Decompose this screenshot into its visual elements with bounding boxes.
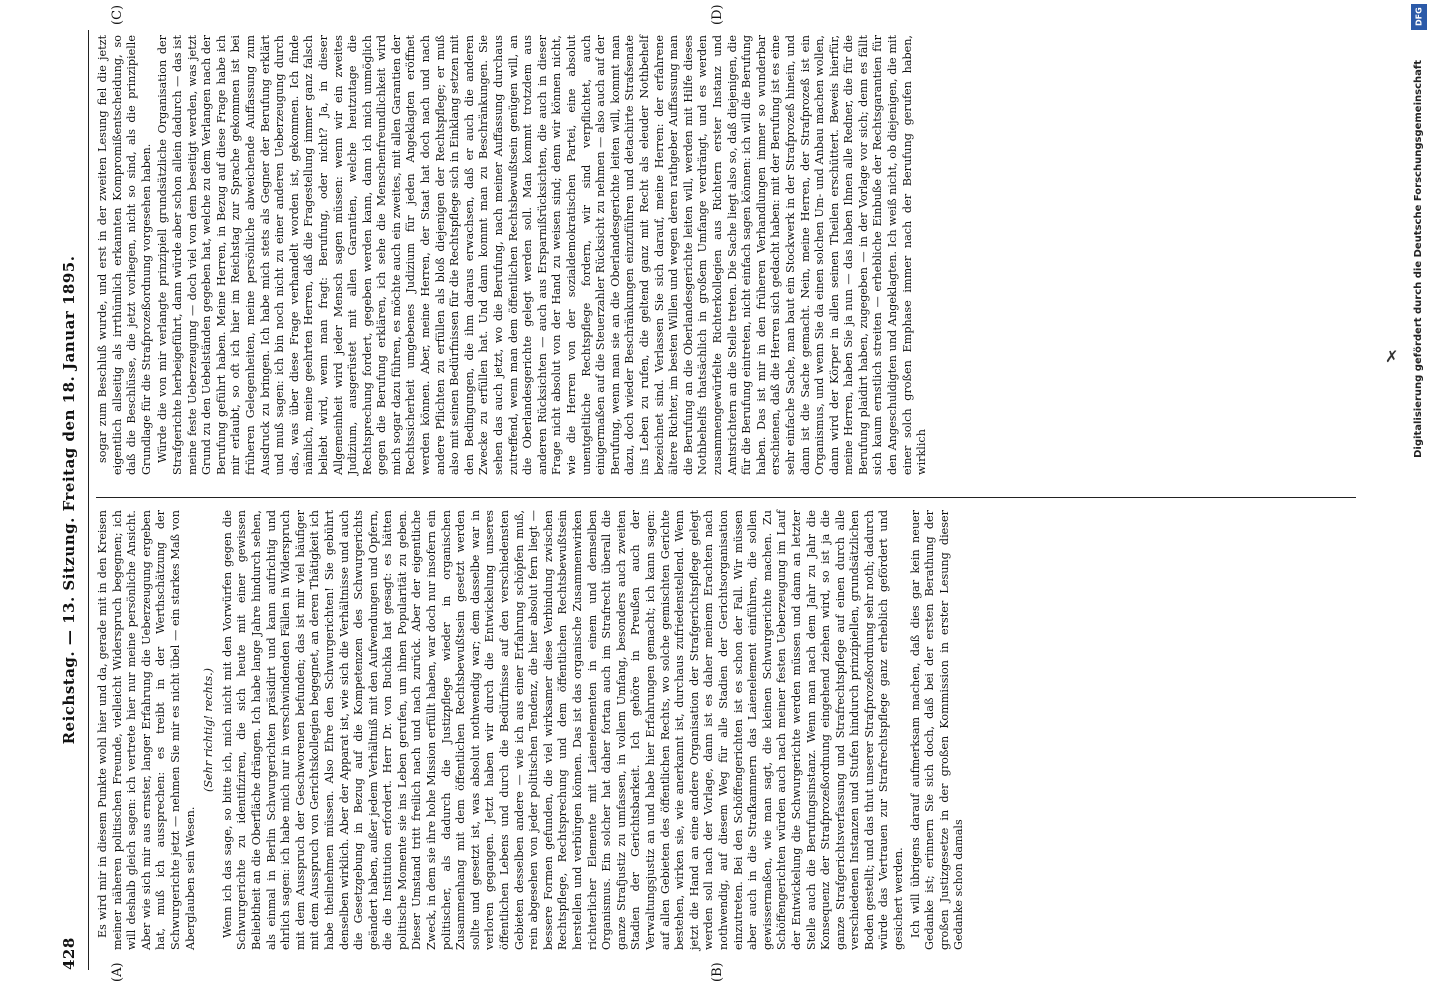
right-paragraph-2: Würde die von mir verlangte prinzipiell grundsätzliche Organisation der Strafgerichte herbeigeführt, dann würde aber schon allein dadurch — das ist meine feste Ueberzeugung — doch viel von dem beseitigt werden, was jetzt Grund zu den Uebelständen gegeben hat, welche zu dem Verlangen nach der Berufung geführt haben. Meine Herren, in Bezug auf diese Frage habe ich mir erlaubt, so oft ich hier im Reichstag zur Sprache gekommen ist bei früheren Gelegenheiten, meine persönliche abweichende Auffassung zum Ausdruck zu bringen. Ich habe mich stets als Gegner der Berufung erklärt und muß sagen: ich bin noch nicht zu einer anderen Ueberzeugung durch das, was über diese Frage verhandelt worden ist, gekommen. Ich finde nämlich, meine geehrten Herren, daß die Fragestellung immer ganz falsch beliebt wird, wenn man fragt: Berufung, oder nicht? Ja, in dieser Allgemeinheit wird jeder Mensch sagen müssen: wenn wir ein zweites Judizium, ausgerüstet mit allen Garantien, welche heutzutage die Rechtsprechung fordert, gegeben werden kann, dann ich mich unmöglich gegen die Berufung erklären, ich sehe die Menschenfreundlichkeit wird mich sogar dazu führen, es möchte auch ein zweites, mit allen Garantien der Rechtssicherheit umgebenes Judizium für jeden Angeklagten eröffnet werden können. Aber, meine Herren, der Staat hat doch nach und nach andere Pflichten zu erfüllen als bloß diejenigen der Rechtspflege; er muß also mit seinen Bedürfnissen für die Rechtspflege sich in Einklang setzen mit den Bedingungen, die ihm daraus erwachsen, daß er auch die anderen Zwecke zu erfüllen hat. Und dann kommt man zu Beschränkungen. Sie sehen das auch jetzt, wo die Berufung, nach meiner Auffassung durchaus zutreffend, wenn man dem öffentlichen Rechtsbewußtsein genügen will, an die Oberlandesgerichte gelegt werden soll. Man kommt trotzdem aus anderen Rücksichten — auch aus Ersparnißrücksichten, die auch in dieser Frage nicht absolut von der Hand zu weisen sind; denn wir können nicht, wie die Herren von der sozialdemokratischen Partei, eine absolut unentgeltliche Rechtspflege fordern, wir sind verpflichtet, auch einigermaßen auf die Steuerzahler Rücksicht zu nehmen — also auch auf der Berufung, wenn man sie an die Oberlandesgerichte leiten will, kommt man dazu, doch wieder Beschränkungen einzuführen und detachirte Strafsenate ins Leben zu rufen, die geltend ganz mit Recht als eleuder Nothbehelf bezeichnet sind. Verlassen Sie sich darauf, meine Herren: der erfahrene ältere Richter, im besten Willen und wegen deren rathgeber Auffassung man die Berufung an die Oberlandesgerichte leiten will, werden mit Hilfe dieses Nothbehelfs thatsächlich in großem Umfange verdrängt, und es werden zusammengewürfelte Richterkollegien aus Richtern erster Instanz und Amtsrichtern an die Stelle treten. Die Sache liegt also so, daß diejenigen, die für die Berufung eintreten, nicht einfach sagen können: ich will die Berufung haben. Das ist mir in den früheren Verhandlungen immer so wunderbar erschienen, daß die Herren sich gedacht haben: mit der Berufung ist es eine sehr einfache Sache, man baut ein Stockwerk in der Strafprozeß hinein, und dann ist die Sache gemacht. Nein, meine Herren, der Strafprozeß ist ein Organismus, und wenn Sie da einen solchen Um- und Anbau machen wollen, dann wird der Körper in allen seinen Theilen erschüttert. Beweis hierfür, meine Herren, haben Sie ja nun — das haben Ihnen alle Redner, die für die Berufung plaidirt haben, zugegeben — in der Vorlage vor sich; denn es fällt sich kaum ernstlich streiten — erhebliche Einbuße der Rechtsgarantien für den Angeschuldigten und Angeklagten. Ich weiß nicht, ob diejenigen, die mit einer solch großen Emphase immer nach der Berufung gerufen haben, wirklich [156, 35, 929, 475]
right-column [96, 35, 932, 475]
page-number: 428 [60, 937, 78, 970]
running-head [60, 30, 84, 970]
margin-mark-c: (C) [110, 4, 125, 25]
margin-mark-b: (B) [710, 962, 725, 982]
left-column [96, 510, 969, 950]
dfg-logo: DFG [1411, 4, 1427, 30]
margin-mark-d: (D) [710, 4, 725, 25]
column-divider [96, 497, 1356, 498]
right-paragraph-1: sogar zum Beschluß wurde, und erst in der zweiten Lesung fiel die jetzt eigentlich allseitig als irrthümlich erkannten Kompromißentscheidung, so daß die Beschlüsse, die jetzt vorliegen, nicht so sind, als die prinzipielle Grundlage für die Strafprozeßordnung vorgesehen haben. [96, 35, 153, 475]
running-head-title: Reichstag. — 13. Sitzung. Freitag den 18. Januar 1895. [60, 255, 78, 745]
dfg-credit [1405, 20, 1432, 1000]
left-paragraph-3: Ich will übrigens darauf aufmerksam machen, daß dies gar kein neuer Gedanke ist; erinnern Sie sich doch, daß bei der ersten Berathung der großen Justizgesetze in der großen Kommission in erster Lesung dieser Gedanke schon damals [908, 510, 966, 950]
scan-mark-icon: ✗ [1385, 347, 1399, 366]
left-paragraph-1: Es wird mir in diesem Punkte wohl hier und da, gerade mit in den Kreisen meiner näheren politischen Freunde, vielleicht Widerspruch begegnen; ich will deshalb gleich sagen: ich vertrete hier nur meine persönliche Ansicht. Aber wie sich mir aus ernster, langer Erfahrung die Ueberzeugung ergeben hat, muß ich aussprechen: es treibt in der Werthschätzung der Schwurgerichte jetzt — nehmen Sie mir es nicht übel — ein starkes Maß von Aberglauben sein Wesen. [96, 510, 197, 950]
header-rule [88, 30, 89, 970]
dfg-credit-text: Digitalisierung gefördert durch die Deutsche Forschungsgemeinschaft [1413, 60, 1424, 458]
margin-mark-a: (A) [110, 962, 125, 982]
applause-note: (Sehr richtig! rechts.) [202, 667, 216, 793]
left-paragraph-2: Wenn ich das sage, so bitte ich, mich nicht mit den Vorwürfen gegen die Schwurgerichte zu identifiziren, die sich heute mit einer gewissen Beliebtheit an die Oberfläche drängen. Ich habe lange Jahre hindurch sehen, als einmal in Berlin Schwurgerichten präsidirt und kann aufrichtig und ehrlich sagen: ich habe mich nur in verschwindenden Fällen in Widerspruch mit dem Ausspruch der Geschworenen befunden; das ist mir viel häufiger mit dem Ausspruch von Gerichtskollegien begegnet, an deren Thätigkeit ich habe theilnehmen müssen. Also Ehre den Schwurgerichten! Sie gebührt denselben wirklich. Aber der Apparat ist, wie sich die Verhältnisse und auch die Gesetzgebung in Bezug auf die Kompetenzen des Schwurgerichts geändert haben, außer jedem Verhältniß mit den Aufwendungen und Opfern, die die Institution erfordert. Herr Dr. von Buchka hat gesagt: es hätten politische Momente sie ins Leben gerufen, um ihnen Popularität zu geben. Dieser Umstand tritt freilich nach und nach zurück. Aber der eigentliche Zweck, in dem sie ihre hohe Mission erfüllt haben, war doch nur insofern ein politischer, als dadurch die Justizpflege wieder in organischen Zusammenhang mit dem öffentlichen Rechtsbewußtsein gesetzt werden sollte und gesetzt ist, was absolut nothwendig war; dem dasselbe war in verloren gegangen. Jetzt haben wir durch die Entwickelung unseres öffentlichen Lebens und durch die Bedürfnisse auf den verschiedensten Gebieten desselben andere — wie ich aus einer Erfahrung schöpfen muß, rein abgesehen von jeder politischen Tendenz, die hier absolut fern liegt — bessere Formen gefunden, die viel wirksamer diese Verbindung zwischen Rechtspflege, Rechtsprechung und dem öffentlichen Rechtsbewußtsein herstellen und verbürgen können. Das ist das organische Zusammenwirken richterlicher Elemente mit Laienelementen in einem und demselben Organismus. Ein solcher hat daher fortan auch im Strafrecht überall die ganze Strafjustiz zu umfassen, in vollem Umfang, besonders auch zweiten Stadien der Gerichtsbarkeit. Ich gehöre in Preußen auch der Verwaltungsjustiz an und habe hier Erfahrungen gemacht; ich kann sagen: auf allen Gebieten des öffentlichen Rechts, wo solche gemischten Gerichte bestehen, wirken sie, wie anerkannt ist, durchaus zufriedenstellend. Wenn jetzt die Hand an eine andere Organisation der Strafgerichtspflege gelegt werden soll nach der Vorlage, dann ist es daher meinem Erachten nach nothwendig, auf diesem Weg für alle Stadien der Gerichtsorganisation einzutreten. Bei den Schöffengerichten ist es schon der Fall. Wir müssen aber auch in die Strafkammern das Laienelement einführen, die sollen gewissermaßen, wie man sagt, die kleinen Schwurgerichte machen. Zu Schöffengerichten würden auch nach meiner festen Ueberzeugung im Lauf der Entwickelung die Schwurgerichte werden müssen und dann an letzter Stelle auch die Berufungsinstanz. Wenn man nach dem Jahr zu Jahr die Konsequenz der Strafprozeßordnung eingehend ziehen wird, so ist ja die ganze Strafgerichtsverfassung und Strafrechtspflege auf einen durch alle verschiedenen Instanzen und Stufen hindurch prinzipiellen, grundsätzlichen Boden gestellt; und das thut unserer Strafprozeßordnung sehr noth; dadurch würde das Vertrauen zur Strafrechtspflege ganz erheblich gefördert und gesichert werden. [220, 510, 906, 950]
